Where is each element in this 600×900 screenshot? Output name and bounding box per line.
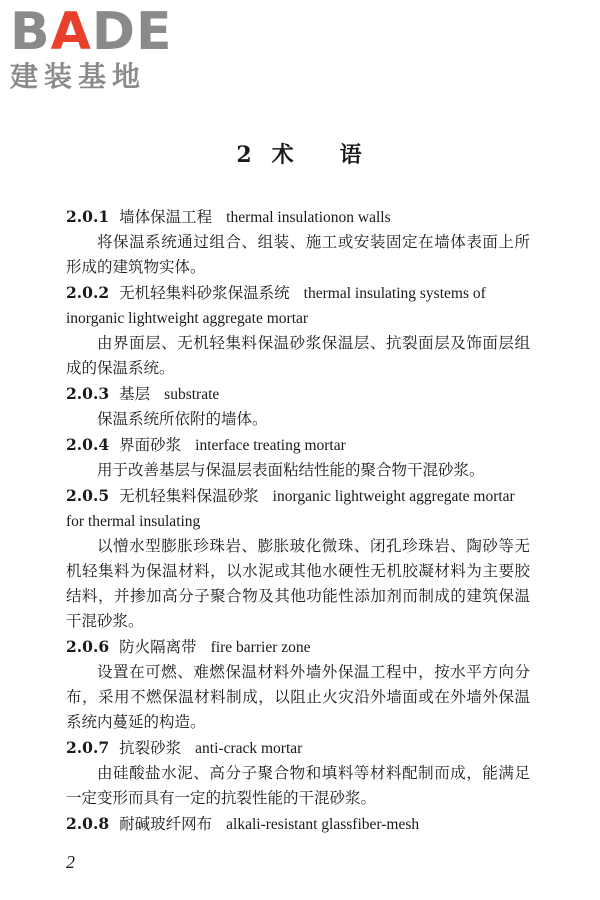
term-heading [66,811,530,837]
term-heading [66,432,530,458]
term-english: fire barrier zone [210,639,311,656]
term-english: interface treating mortar [195,437,346,454]
term-chinese: 防火隔离带 [119,638,197,656]
term-heading [66,381,530,407]
term-definition: 由硅酸盐水泥、高分子聚合物和填料等材料配制而成，能满足一定变形而具有一定的抗裂性能的干混砂浆。 [66,764,530,807]
term-number: 2.0.5 [66,486,110,505]
bade-logo [10,4,180,94]
logo-subtitle: 建装基地 [10,60,147,93]
term-chinese: 耐碱玻纤网布 [119,815,213,833]
chapter-number: 2 [236,142,254,168]
term-heading [66,634,530,660]
term-heading [66,483,530,534]
term-chinese: 界面砂浆 [119,436,182,454]
term-chinese: 墙体保温工程 [119,208,213,226]
term-english: alkali-resistant glassfiber-mesh [226,816,420,833]
term-number: 2.0.1 [66,207,110,226]
term-definition: 用于改善基层与保温层表面粘结性能的聚合物干混砂浆。 [97,461,485,479]
term-number: 2.0.4 [66,435,110,454]
term-definition: 以憎水型膨胀珍珠岩、膨胀玻化微珠、闭孔珍珠岩、陶砂等无机轻集料为保温材料，以水泥或其他水硬性无机胶凝材料为主要胶结料，并掺加高分子聚合物及其他功能性添加剂而制成的建筑保温干混砂浆。 [66,537,530,630]
term-entry [66,483,530,634]
term-entry [66,811,530,837]
term-chinese: 无机轻集料保温砂浆 [119,487,259,505]
term-english: substrate [164,386,220,403]
term-definition: 将保温系统通过组合、组装、施工或安装固定在墙体表面上所形成的建筑物实体。 [66,233,530,276]
page-number: 2 [66,852,75,872]
term-english: thermal insulating systems of inorganic lightweight aggregate mortar [66,285,486,327]
term-definition: 保温系统所依附的墙体。 [97,410,268,428]
term-entry [66,735,530,811]
term-definition: 由界面层、无机轻集料保温砂浆保温层、抗裂面层及饰面层组成的保温系统。 [66,334,530,377]
chapter-title: 2 术 语 [236,142,364,168]
term-number: 2.0.7 [66,738,110,757]
logo-wordmark: B A DE [10,2,173,62]
term-number: 2.0.3 [66,384,110,403]
term-chinese: 无机轻集料砂浆保温系统 [119,284,290,302]
term-entry [66,381,530,432]
term-entry [66,204,530,280]
term-heading [66,280,530,331]
term-chinese: 基层 [119,385,151,403]
term-entry [66,280,530,381]
term-number: 2.0.6 [66,637,110,656]
term-english: inorganic lightweight aggregate mortar for thermal insulating [66,488,515,530]
term-english: thermal insulationon walls [226,209,391,226]
term-entry [66,634,530,735]
term-definition: 设置在可燃、难燃保温材料外墙外保温工程中，按水平方向分布，采用不燃保温材料制成，以阻止火灾沿外墙面或在外墙外保温系统内蔓延的构造。 [66,663,530,731]
term-entry [66,432,530,483]
term-heading [66,735,530,761]
term-number: 2.0.2 [66,283,110,302]
term-chinese: 抗裂砂浆 [119,739,182,757]
term-english: anti-crack mortar [195,740,303,757]
term-heading [66,204,530,230]
term-number: 2.0.8 [66,814,110,833]
terms-list [66,204,530,837]
